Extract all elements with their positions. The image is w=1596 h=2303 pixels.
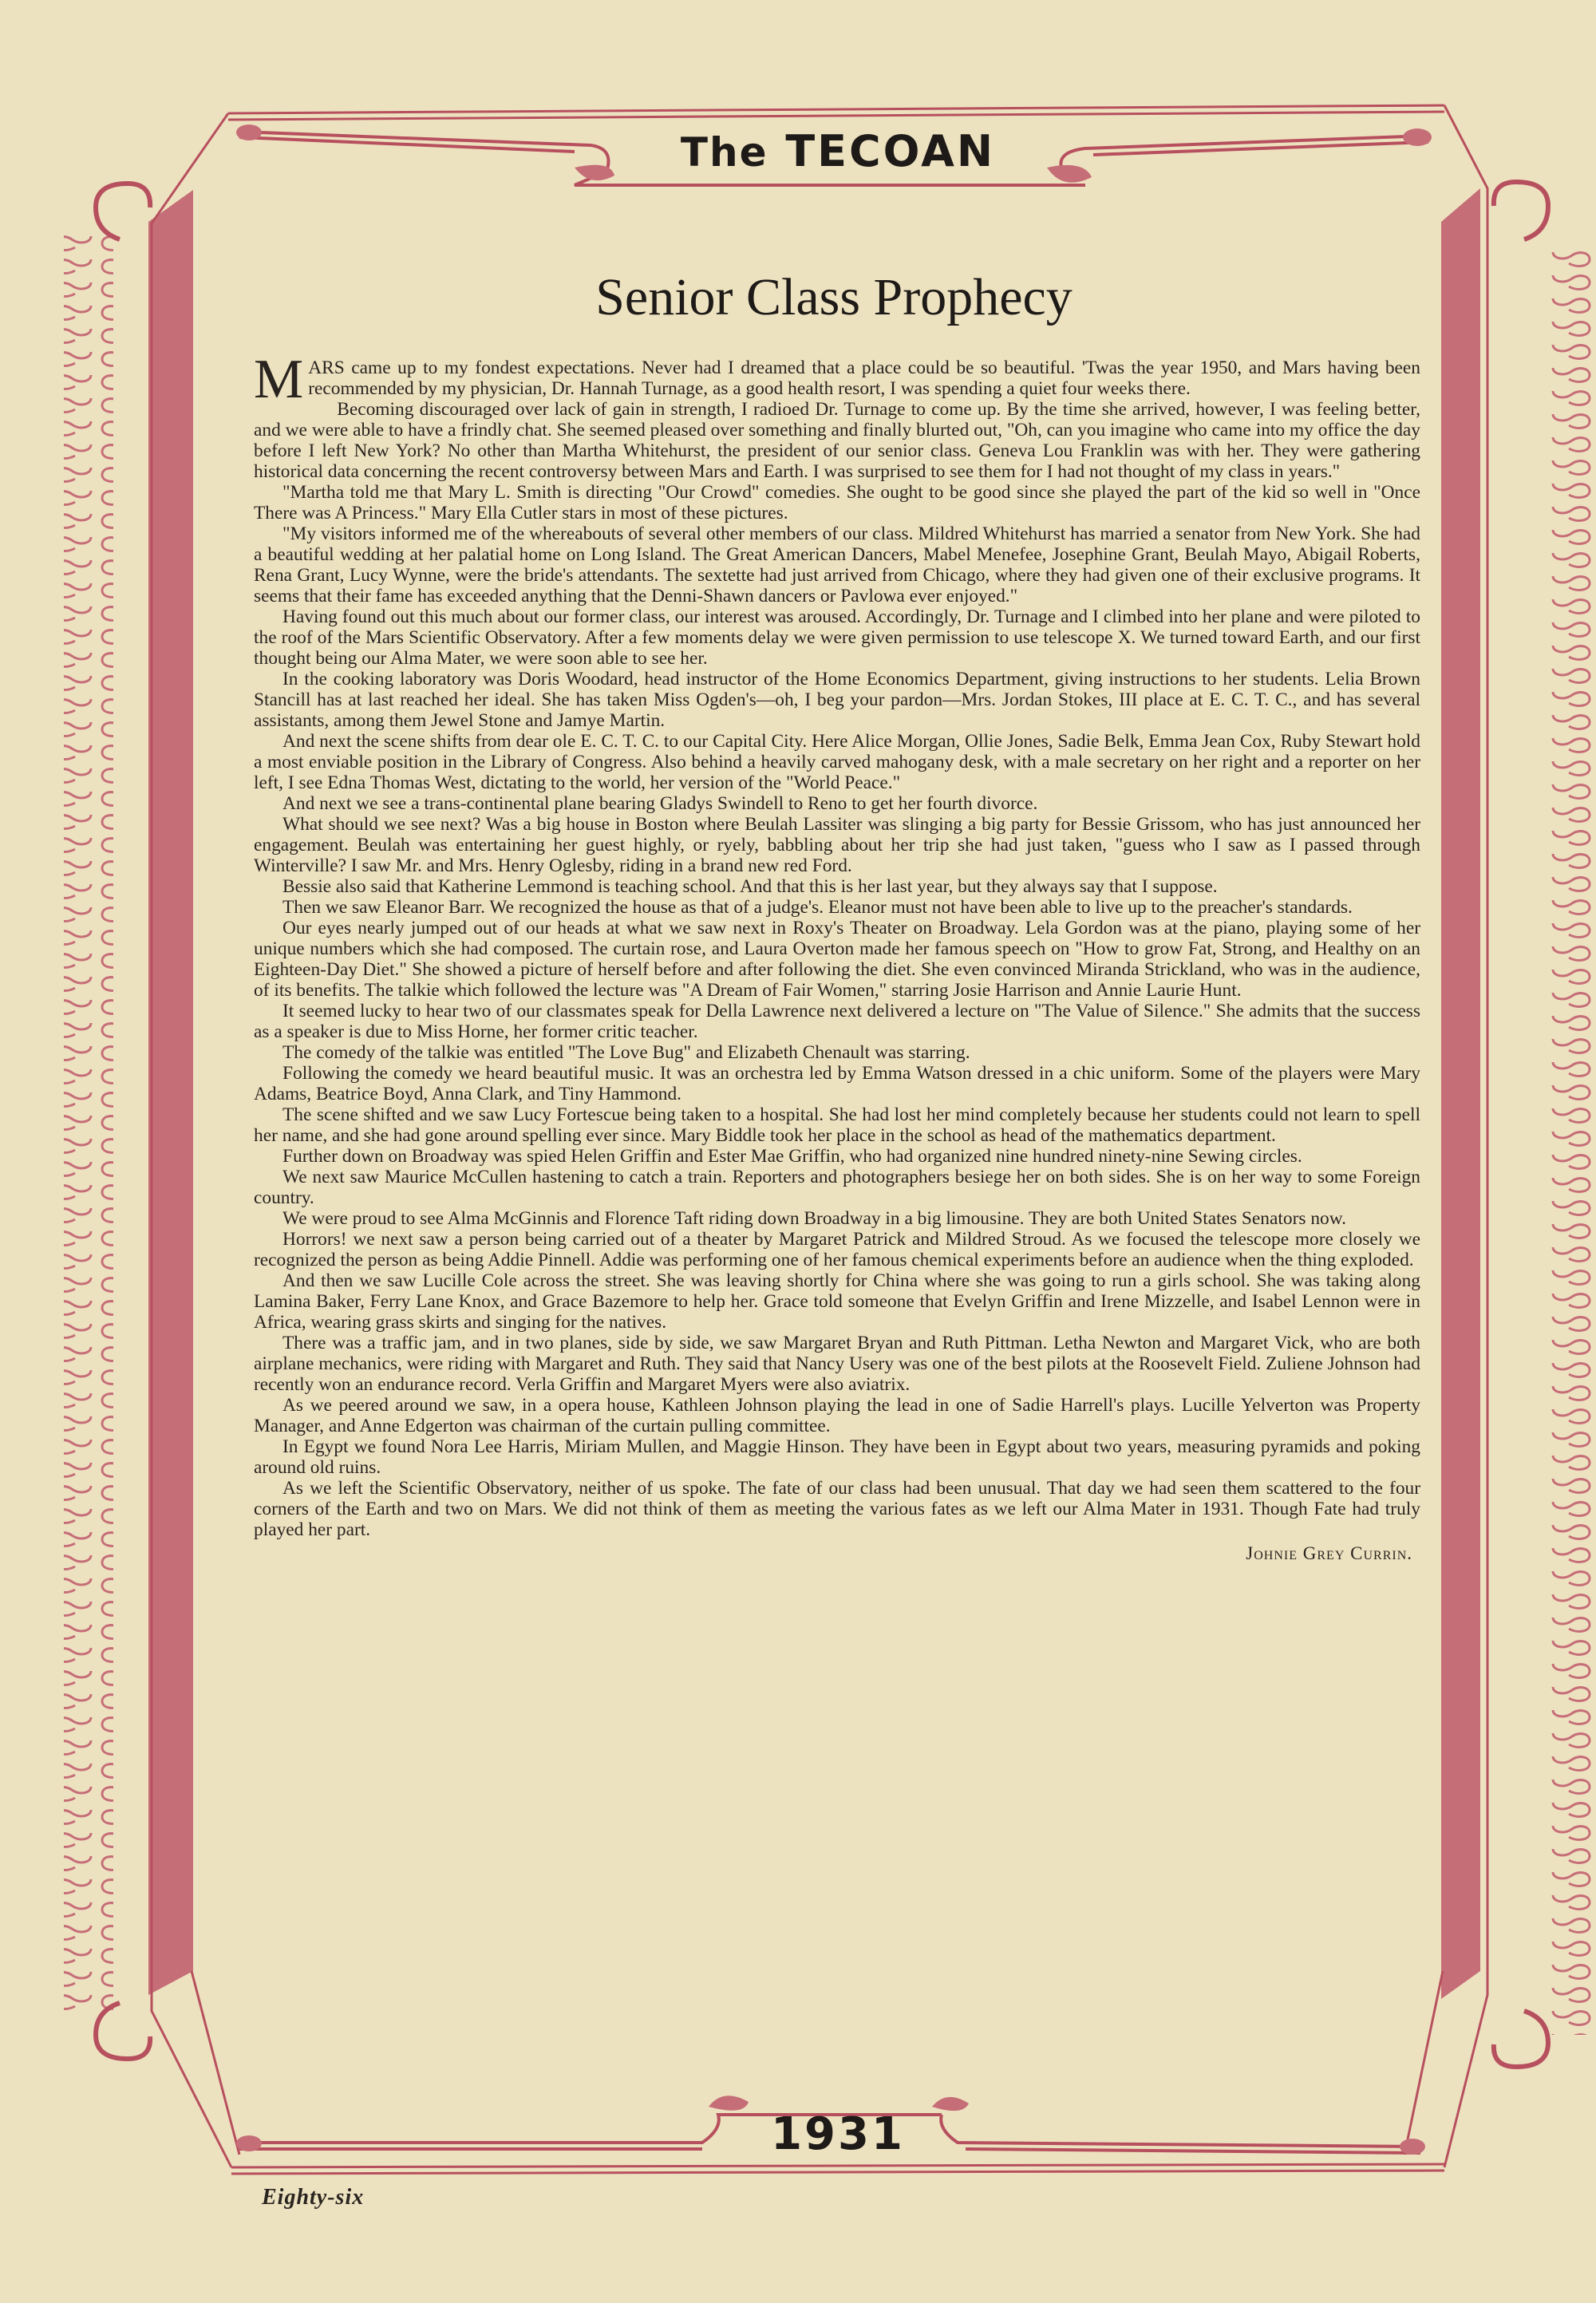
- article-paragraph: As we peered around we saw, in a opera house, Kathleen Johnson playing the lead in one of Sadie Harrell's plays. Lucille Yelverton was Property Manager, and Anne Edgerton was chairman of the curtain pulling committee.: [254, 1395, 1420, 1436]
- article-paragraph: Horrors! we next saw a person being carried out of a theater by Margaret Patrick and Mildred Stroud. As we focused the telescope more closely we recognized the person as being Addie Pinnell. Addie was performing one of her famous chemical experiments before an audience when the thing exploded.: [254, 1229, 1420, 1270]
- article-paragraph: Our eyes nearly jumped out of our heads at what we saw next in Roxy's Theater on Broadway. Lela Gordon was at the piano, playing some of her unique numbers which she had composed. The curtain rose, and Laura Overton made her famous speech on "How to grow Fat, Strong, and Healthy on an Eighteen-Day Diet." She showed a picture of herself before and after following the diet. She even convinced Miranda Strickland, who was in the audience, of its benefits. The talkie which followed the lecture was "A Dream of Fair Women," starring Josie Harrison and Annie Laurie Hunt.: [254, 918, 1420, 1001]
- article-paragraph: The comedy of the talkie was entitled "The Love Bug" and Elizabeth Chenault was starring.: [282, 1042, 970, 1063]
- article-paragraph: The scene shifted and we saw Lucy Fortescue being taken to a hospital. She had lost her mind completely because her students could not learn to spell her name, and she had gone around spelling ever since. Mary Biddle took her place in the school as head of the mathematics department.: [254, 1104, 1420, 1146]
- article-paragraph: Bessie also said that Katherine Lemmond is teaching school. And that this is her last year, but they always say that I suppose.: [282, 876, 1218, 897]
- article-paragraph: And next the scene shifts from dear ole E. C. T. C. to our Capital City. Here Alice Morgan, Ollie Jones, Sadie Belk, Emma Jean Cox, Ruby Stewart hold a most enviable position in the Library of Congress. Also behind a heavily carved mahogany desk, with a male secretary on her right and a reporter on her left, I see Edna Thomas West, dictating to the world, her version of the "World Peace.": [254, 731, 1420, 793]
- article-paragraph: What should we see next? Was a big house in Boston where Beulah Lassiter was slinging a big party for Bessie Grissom, who has just announced her engagement. Beulah was entertaining her guest highly, or ryely, babbling about her trip she had just taken, "guess who I saw as I passed through Winterville? I saw Mr. and Mrs. Henry Oglesby, riding in a brand new red Ford.: [254, 814, 1420, 876]
- drop-cap: M: [254, 349, 304, 410]
- article-paragraph: In Egypt we found Nora Lee Harris, Miriam Mullen, and Maggie Hinson. They have been in Egypt about two years, measuring pyramids and poking around old ruins.: [254, 1436, 1420, 1478]
- page-number: Eighty-six: [262, 2185, 365, 2210]
- article-paragraph: As we left the Scientific Observatory, neither of us spoke. The fate of our class had been unusual. That day we had seen them scattered to the four corners of the Earth and two on Mars. We did not think of them as meeting the various fates as we left our Alma Mater in 1931. Though Fate had truly played her part.: [254, 1478, 1420, 1540]
- article-paragraph: We were proud to see Alma McGinnis and Florence Taft riding down Broadway in a big limousine. They are both United States Senators now.: [282, 1208, 1346, 1229]
- author-signature: Johnie Grey Currin.: [1246, 1543, 1412, 1563]
- article-body: [254, 349, 1420, 1564]
- article-paragraph: MARS came up to my fondest expectations. Never had I dreamed that a place could be so beautiful. 'Twas the year 1950, and Mars having been recommended by my physician, Dr. Hannah Turnage, as a good health resort, I was spending a quiet four weeks there.: [254, 349, 1420, 410]
- article-paragraph: "Martha told me that Mary L. Smith is directing "Our Crowd" comedies. She ought to be good since she played the part of the kid so well in "Once There was A Princess." Mary Ella Cutler stars in most of these pictures.: [254, 482, 1420, 523]
- article-paragraph: Following the comedy we heard beautiful music. It was an orchestra led by Emma Watson dressed in a chic uniform. Some of the players were Mary Adams, Beatrice Boyd, Anna Clark, and Tiny Hammond.: [254, 1063, 1420, 1104]
- article-paragraph: Having found out this much about our former class, our interest was aroused. Accordingly, Dr. Turnage and I climbed into her plane and were piloted to the roof of the Mars Scientific Observatory. After a few moments delay we were given permission to use telescope X. We turned toward Earth, and our first thought being our Alma Mater, we were soon able to see her.: [254, 606, 1420, 669]
- article-paragraph: And next we see a trans-continental plane bearing Gladys Swindell to Reno to get her fourth divorce.: [282, 793, 1038, 814]
- article-paragraph: It seemed lucky to hear two of our classmates speak for Della Lawrence next delivered a lecture on "The Value of Silence." She admits that the success as a speaker is due to Miss Horne, her former critic teacher.: [254, 1001, 1420, 1042]
- article-paragraph: "My visitors informed me of the whereabouts of several other members of our class. Mildred Whitehurst has married a senator from New York. She had a beautiful wedding at her palatial home on Long Island. The Great American Dancers, Mabel Menefee, Josephine Grant, Beulah Mayo, Abigail Roberts, Rena Grant, Lucy Wynne, were the bride's attendants. The sextette had just arrived from Chicago, where they had given one of their exclusive programs. It seems that their fame has exceeded anything that the Denni-Shawn dancers or Pavlowa ever enjoyed.": [254, 523, 1420, 606]
- article-paragraph: Then we saw Eleanor Barr. We recognized the house as that of a judge's. Eleanor must not have been able to live up to the preacher's standards.: [282, 897, 1353, 918]
- footer-year: 1931: [771, 2108, 905, 2160]
- article-paragraph: Becoming discouraged over lack of gain in strength, I radioed Dr. Turnage to come up. By the time she arrived, however, I was feeling better, and we were able to have a frindly chat. She seemed pleased over something and finally blurted out, "Oh, can you imagine who came into my office the day before I left New York? No other than Martha Whitehurst, the president of our senior class. Geneva Lou Franklin was with her. They were gathering historical data concerning the recent controversy between Mars and Earth. I was surprised to see them for I had not thought of my class in years.": [254, 399, 1420, 482]
- article-paragraph: In the cooking laboratory was Doris Woodard, head instructor of the Home Economics Department, giving instructions to her students. Lelia Brown Stancill has at last reached her ideal. She has taken Miss Ogden's—oh, I beg your pardon—Mrs. Jordan Stokes, III place at E. C. T. C., and has several assistants, among them Jewel Stone and Jamye Martin.: [254, 669, 1420, 731]
- article-paragraph: We next saw Maurice McCullen hastening to catch a train. Reporters and photographers besiege her on both sides. She is on her way to some Foreign country.: [254, 1167, 1420, 1208]
- yearbook-title: The TECOAN: [680, 126, 996, 176]
- article-heading: Senior Class Prophecy: [595, 268, 1073, 326]
- article-paragraph: And then we saw Lucille Cole across the street. She was leaving shortly for China where she was going to run a girls school. She was taking along Lamina Baker, Ferry Lane Knox, and Grace Bazemore to help her. Grace told someone that Evelyn Griffin and Irene Mizzelle, and Isabel Lennon were in Africa, wearing grass skirts and singing for the natives.: [254, 1270, 1420, 1333]
- article-paragraph: Further down on Broadway was spied Helen Griffin and Ester Mae Griffin, who had organized nine hundred ninety-nine Sewing circles.: [282, 1146, 1302, 1167]
- article-paragraph: There was a traffic jam, and in two planes, side by side, we saw Margaret Bryan and Ruth Pittman. Letha Newton and Margaret Vick, who are both airplane mechanics, were riding with Margaret and Ruth. They said that Nancy Usery was one of the best pilots at the Roosevelt Field. Zuliene Johnson had recently won an endurance record. Verla Griffin and Margaret Myers were also aviatrix.: [254, 1333, 1420, 1395]
